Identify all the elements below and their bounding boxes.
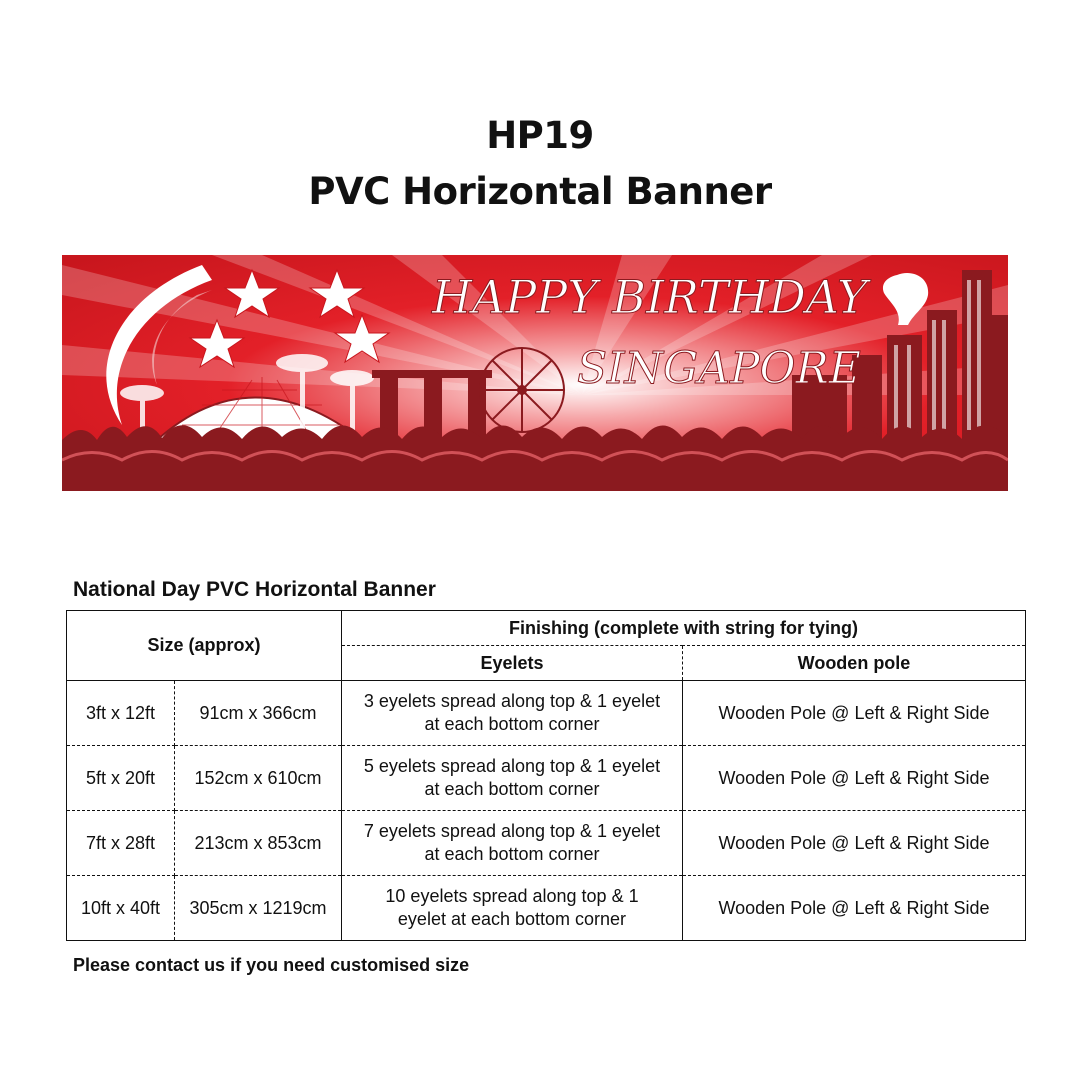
eyelets-cell: [342, 746, 683, 811]
wooden-pole-cell: Wooden Pole @ Left & Right Side: [718, 897, 990, 918]
eyelets-header: Eyelets: [342, 646, 683, 681]
spec-table: [66, 610, 1026, 941]
size-ft-cell: 7ft x 28ft: [67, 811, 175, 876]
eyelets-line1: 5 eyelets spread along top & 1 eyelet: [363, 756, 661, 776]
size-ft-cell: 10ft x 40ft: [67, 876, 175, 941]
wooden-pole-cell: Wooden Pole @ Left & Right Side: [683, 681, 1026, 746]
eyelets-line1: 7 eyelets spread along top & 1 eyelet: [363, 821, 661, 841]
page-title: [0, 108, 1080, 220]
banner-text-line2: SINGAPORE: [577, 343, 861, 394]
table-row: [67, 746, 1026, 811]
eyelets-line1: 3 eyelets spread along top & 1 eyelet: [363, 691, 661, 711]
wooden-pole-cell: Wooden Pole @ Left & Right Side: [683, 746, 1026, 811]
contact-note: Please contact us if you need customised size: [73, 955, 470, 975]
banner-artwork: [62, 255, 1008, 491]
size-cm-cell: 213cm x 853cm: [175, 811, 342, 876]
product-name: PVC Horizontal Banner: [308, 170, 772, 213]
banner-text-line1: HAPPY BIRTHDAY: [432, 270, 868, 324]
size-ft-cell: 3ft x 12ft: [67, 681, 175, 746]
product-code: HP19: [486, 114, 594, 157]
eyelets-line1: 10 eyelets spread along top & 1: [385, 886, 639, 906]
table-row: [67, 811, 1026, 876]
ferris-wheel: [480, 348, 564, 432]
size-cm-cell: 91cm x 366cm: [175, 681, 342, 746]
eyelets-line2: at each bottom corner: [424, 779, 600, 799]
size-ft-cell: 5ft x 20ft: [67, 746, 175, 811]
finishing-header: Finishing (complete with string for tying): [342, 611, 1026, 646]
wooden-pole-cell: Wooden Pole @ Left & Right Side: [683, 811, 1026, 876]
eyelets-cell: [342, 876, 683, 941]
banner-preview: [62, 255, 1008, 491]
eyelets-cell: [342, 811, 683, 876]
table-row: [67, 876, 1026, 941]
eyelets-line2: eyelet at each bottom corner: [397, 909, 627, 929]
eyelets-cell: [342, 681, 683, 746]
size-header: Size (approx): [67, 611, 342, 681]
wooden-pole-header: Wooden pole: [683, 646, 1026, 681]
size-cm-cell: 305cm x 1219cm: [175, 876, 342, 941]
table-row: [67, 681, 1026, 746]
table-heading: National Day PVC Horizontal Banner: [73, 578, 436, 601]
size-cm-cell: 152cm x 610cm: [175, 746, 342, 811]
eyelets-line2: at each bottom corner: [424, 844, 600, 864]
eyelets-line2: at each bottom corner: [424, 714, 600, 734]
